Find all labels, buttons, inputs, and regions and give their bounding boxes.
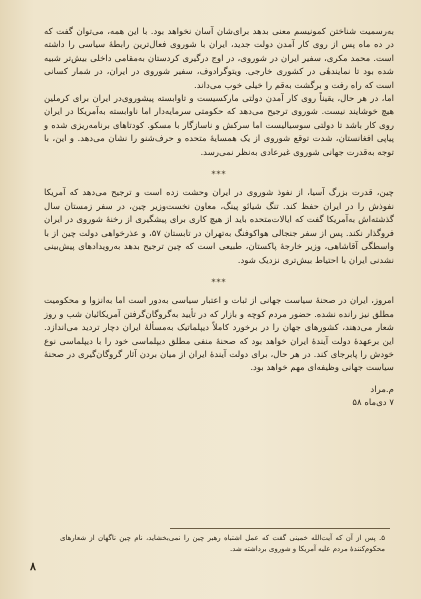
section-separator-1: ***: [211, 170, 227, 180]
signature-block: [334, 384, 394, 410]
paragraph-2: اما، در هر حال، یقیناً روی کار آمدن دولتی مارکسیست و تاوابسته پیشوروی‌در ایران برای کرملین هیچ خوشایند نیست. شوروی ترجیح می‌دهد که حکومتی سرمایه‌دار اما ناوابسته به‌آمریکا در ایران روی کار باشد تا دولتی سوسیالیست اما سرکش و ناسازگار با مسکو. کودتاهای برنامه‌ریزی شده و پیاپی افغانستان، شدت توقع شوروی از یک همسایهٔ متحده و حرف‌شنو را نشان می‌دهد. و این، با توجه به‌قدرت جهانی شوروی غیرعادی به‌نظر نمی‌رسد.: [44, 94, 394, 158]
section-separator-2: ***: [211, 277, 227, 287]
paragraph-4: امروز، ایران در صحنهٔ سیاست جهانی از ثبات و اعتبار سیاسی به‌دور است اما به‌انزوا و محکومیت مطلق نیز رانده نشده. حضور مردم کوچه و بازار که در تأیید به‌گروگان‌گرفتن آمریکائیان شب و روز شعار می‌دهند، کشورهای جهان را در برخورد کاملاً دیپلماتیک به‌مسألهٔ ایران دچار تردید می‌اندازد. این برعهدهٔ دولت آیندهٔ ایران خواهد بود که صحنهٔ منفی مطلق دیپلماسی خود را با دیپلماسی نوع خودش را پابرجای کند. در هر حال، برای دولت آیندهٔ ایران از میان بردن آثار گروگان‌گیری در صحنهٔ سیاست جهانی وظیفه‌ای مهم خواهد بود.: [44, 296, 394, 374]
footnote: ۵. پس از آن که آیت‌الله خمینی گفت که عمل اشتباه رهبر چین را نمی‌بخشاید، نام چین ناگهان از شعارهای محکوم‌کنندهٔ مردم علیه آمریکا و شوروی برداشته شد.: [60, 534, 385, 553]
paragraph-3: چین، قدرت بزرگ آسیا، از نفوذ شوروی در ایران وحشت زده است و ترجیح می‌دهد که آمریکا نفوذش را در ایران حفظ کند. تنگ شیائو پینگ، معاون نخست‌وزیر چین، در سفر زمستان سال گذشته‌اش به‌آمریکا گفت که ایالات‌متحده باید از هیچ کاری برای پیشگیری از رخنهٔ شوروی در ایران فروگذار نکند. پس از سفر جنجالی هواکوفنگ به‌تهران در تابستان ۵۷، و عذرخواهی دولت چین از با واسطگی آقاشاهی، وزیر خارجهٔ پاکستان، طبیعی است که چین ترجیح بدهد به‌رویدادهای پیش‌بینی نشدنی ایران با احتیاط بیش‌تری نزدیک شود.: [44, 188, 394, 266]
paragraph-1: به‌رسمیت شناختن کمونیسم معنی بدهد برای‌شان آسان نخواهد بود. با این همه، می‌توان گفت که در ده ماه پس از روی کار آمدن دولت جدید، ایران با شوروی فعال‌ترین رابطهٔ سیاسی را داشته است. محمد مکری، سفیر ایران در شوروی، در اوج درگیری کردستان به‌مقامی داخلی بیش‌تر شبیه شده بود تا نمایندهٔی در کشوری خارجی. ویتوگرادوف، سفیر شوروی در ایران، در شمار کسانی است که راه رفت و برگشت به‌قم را خیلی خوب می‌داند.: [44, 27, 394, 91]
footnote-divider: [170, 528, 390, 529]
article-date: ۷ دی‌ماه ۵۸: [352, 397, 394, 408]
author-name: م.مراد: [370, 384, 394, 395]
article-body: [44, 26, 394, 410]
page-number: ۸: [30, 560, 36, 573]
